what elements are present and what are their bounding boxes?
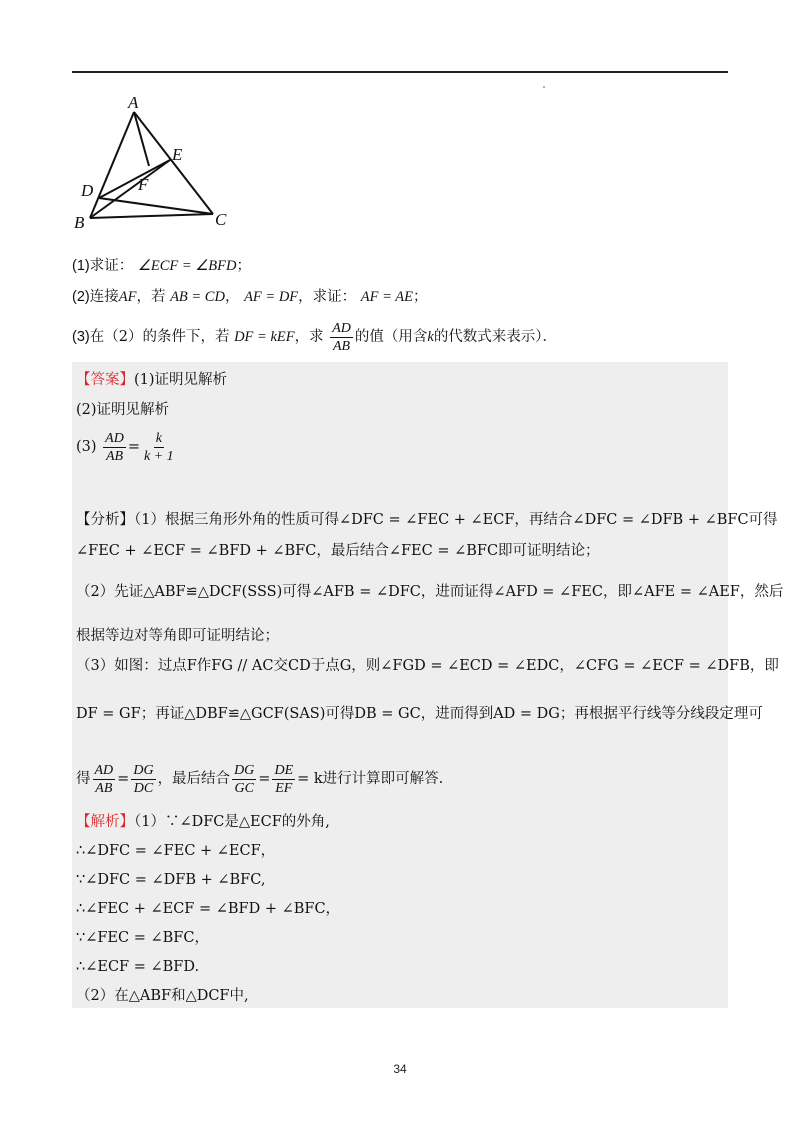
analysis-line-1 (76, 510, 778, 530)
analysis-text: （3）如图：过点F作FG // AC交CD于点G，则∠FGD = ∠ECD = ∠EDC，∠CFG = ∠ECF = ∠DFB，即 (76, 658, 779, 674)
denominator: AB (332, 338, 351, 354)
question-number: (1) (72, 258, 90, 274)
label-e: E (172, 145, 183, 164)
solution-line-1 (76, 812, 330, 832)
math-expression: AB = CD (170, 289, 225, 305)
punctuation: ； (412, 289, 428, 305)
math-expression: ∠ECF = ∠BFD (137, 258, 237, 274)
analysis-line-3 (76, 582, 783, 602)
answer-text: (1)证明见解析 (134, 372, 228, 388)
solution-line-5 (76, 928, 209, 948)
question-text: 在（2）的条件下，若 (89, 329, 230, 345)
numerator: AD (105, 430, 124, 446)
label-c: C (215, 210, 227, 229)
header-dot (543, 86, 545, 88)
fraction-dg-dc (131, 762, 155, 797)
solution-text: ∵∠FEC = ∠BFC， (76, 930, 209, 946)
segment-dc (99, 198, 213, 214)
answer-line-3 (76, 428, 178, 466)
question-text: 的值（用含 (354, 329, 428, 345)
question-2 (72, 287, 427, 307)
question-text: 连接 (89, 289, 119, 305)
header-rule (72, 71, 728, 73)
analysis-text: 根据等边对等角即可证明结论； (76, 628, 279, 644)
numerator: DG (133, 762, 154, 778)
page-number: 34 (393, 1062, 407, 1076)
fraction-k (142, 430, 176, 465)
solution-text: ∴∠FEC + ∠ECF = ∠BFD + ∠BFC， (76, 901, 341, 917)
question-number: (3) (72, 329, 90, 345)
answer-line-1 (76, 370, 227, 390)
equals-sign: = (117, 771, 130, 787)
triangle-diagram (70, 94, 240, 230)
question-1 (72, 256, 251, 276)
solution-text: ∵∠DFC = ∠DFB + ∠BFC, (76, 872, 266, 888)
analysis-line-5 (76, 656, 779, 676)
fraction-ad-ab (103, 430, 126, 465)
analysis-line-6 (76, 704, 763, 724)
label-a: A (128, 94, 139, 112)
denominator: EF (275, 780, 293, 796)
solution-line-6 (76, 957, 199, 977)
numerator: DE (274, 762, 294, 778)
denominator: AB (105, 448, 124, 464)
analysis-text: 得 (76, 771, 91, 787)
triangle-figure (70, 94, 240, 230)
numerator: AD (332, 320, 351, 336)
equals-sign: = (258, 771, 271, 787)
question-3 (72, 318, 557, 356)
label-f: F (138, 175, 149, 194)
question-number: (2) (72, 289, 90, 305)
answer-number: (3) (76, 439, 97, 455)
denominator: GC (234, 780, 254, 796)
answer-line-2 (76, 400, 169, 420)
numerator: DG (234, 762, 255, 778)
analysis-line-7 (76, 760, 443, 798)
segment-bc (90, 214, 213, 218)
analysis-text: ∠FEC + ∠ECF = ∠BFD + ∠BFC，最后结合∠FEC = ∠BFC即可证明结论； (76, 543, 600, 559)
analysis-tag: 【分析】 (76, 512, 134, 528)
label-b: B (74, 213, 85, 230)
solution-line-4 (76, 899, 340, 919)
answer-tag: 【答案】 (76, 372, 134, 388)
numerator: k (155, 430, 162, 446)
math-expression: DF = kEF (234, 329, 295, 345)
solution-text: ∴∠ECF = ∠BFD. (76, 959, 200, 975)
solution-line-3 (76, 870, 265, 890)
solution-line-2 (76, 841, 275, 861)
fraction-ad-ab (330, 320, 353, 355)
analysis-text: ，最后结合 (157, 771, 231, 787)
solution-line-7 (76, 986, 249, 1006)
segment-de (99, 160, 170, 198)
numerator: AD (94, 762, 114, 778)
equals-sign: = (127, 439, 140, 455)
denominator: DC (133, 780, 154, 796)
question-text: ，若 (136, 289, 166, 305)
solution-text: （2）在△ABF和△DCF中, (76, 988, 249, 1004)
question-text: 的代数式来表示）． (433, 329, 558, 345)
solution-text: （1）∵∠DFC是△ECF的外角, (134, 814, 330, 830)
punctuation: ； (236, 258, 251, 274)
analysis-line-2 (76, 541, 600, 561)
question-text: ，求证： (298, 289, 357, 305)
analysis-text: （1）根据三角形外角的性质可得∠DFC = ∠FEC + ∠ECF，再结合∠DFC = ∠DFB + ∠BFC可得 (134, 512, 778, 528)
answer-text: (2)证明见解析 (76, 402, 170, 418)
math-expression: AF = AE (360, 289, 413, 305)
denominator: k + 1 (143, 448, 174, 464)
fraction-dg-gc (232, 762, 256, 797)
fraction-de-ef (272, 762, 295, 797)
label-d: D (81, 181, 94, 200)
math-variable: k (427, 329, 434, 345)
fraction-ad-ab (93, 762, 116, 797)
analysis-text: DF = GF；再证△DBF≌△GCF(SAS)可得DB = GC，进而得到AD = DG；再根据平行线等分线段定理可 (76, 706, 763, 722)
solution-tag: 【解析】 (76, 814, 134, 830)
analysis-text: = k进行计算即可解答. (297, 771, 444, 787)
math-expression: AF (118, 289, 137, 305)
question-text: ， (224, 289, 240, 305)
question-text: 求证： (89, 258, 134, 274)
analysis-line-4 (76, 626, 279, 646)
math-expression: AF = DF (244, 289, 299, 305)
question-text: ，求 (294, 329, 324, 345)
analysis-text: （2）先证△ABF≌△DCF(SSS)可得∠AFB = ∠DFC，进而证得∠AFD = ∠FEC，即∠AFE = ∠AEF，然后 (76, 584, 784, 600)
solution-text: ∴∠DFC = ∠FEC + ∠ECF， (76, 843, 276, 859)
denominator: AB (95, 780, 113, 796)
